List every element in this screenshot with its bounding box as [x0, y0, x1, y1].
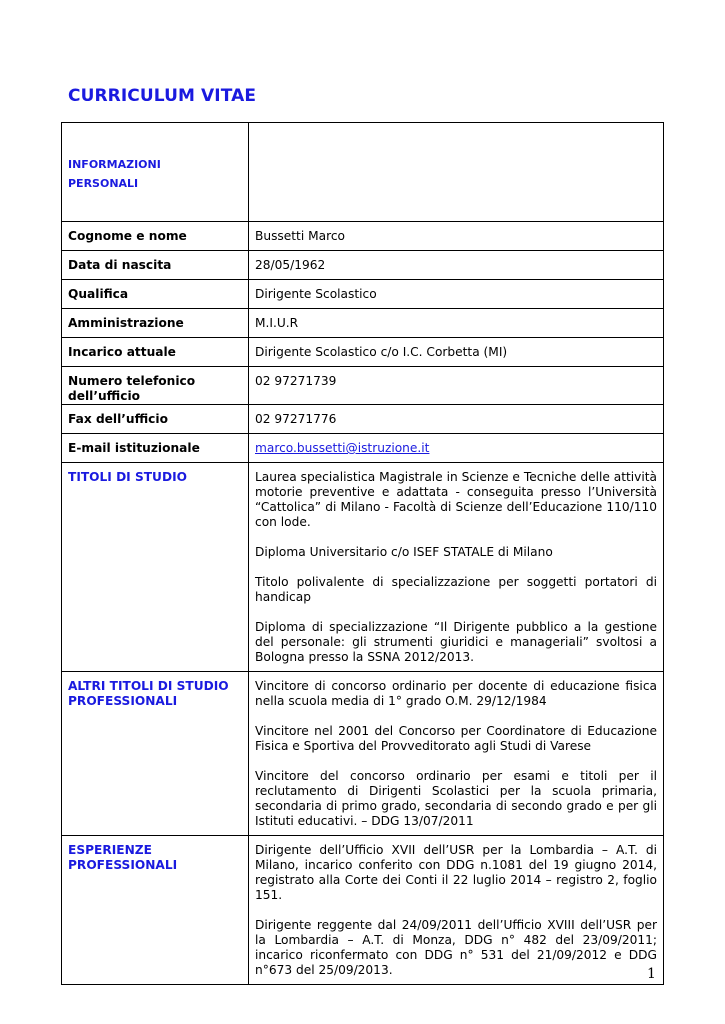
field-label: Cognome e nome [62, 222, 249, 251]
personal-info-header-row [62, 123, 664, 222]
section-row-education [62, 463, 664, 672]
field-label: Incarico attuale [62, 338, 249, 367]
section-title: TITOLI DI STUDIO [62, 463, 249, 672]
field-value: 02 97271739 [249, 367, 664, 405]
field-label: E-mail istituzionale [62, 434, 249, 463]
field-label: Fax dell’ufficio [62, 405, 249, 434]
field-row-current-role [62, 338, 664, 367]
personal-info-header-empty [249, 123, 664, 222]
section-content [249, 836, 664, 985]
section-paragraph: Titolo polivalente di specializzazione per soggetti portatori di handicap [255, 575, 657, 604]
section-row-experience [62, 836, 664, 985]
section-paragraph: Diploma Universitario c/o ISEF STATALE di Milano [255, 545, 553, 559]
field-label: Data di nascita [62, 251, 249, 280]
email-link[interactable]: marco.bussetti@istruzione.it [255, 441, 430, 455]
field-row-phone [62, 367, 664, 405]
personal-info-header-line2: PERSONALI [68, 177, 139, 190]
field-value [249, 434, 664, 463]
section-paragraph: Vincitore nel 2001 del Concorso per Coordinatore di Educazione Fisica e Sportiva del Provveditorato agli Studi di Varese [255, 724, 657, 753]
field-label: Amministrazione [62, 309, 249, 338]
section-title: ALTRI TITOLI DI STUDIO PROFESSIONALI [62, 672, 249, 836]
section-paragraph: Laurea specialistica Magistrale in Scienze e Tecniche delle attività motorie preventive e adattata - conseguita presso l’Università “Cattolica” di Milano - Facoltà di Scienze dell’Educazione 110/110 con lode. [255, 470, 657, 529]
field-value: 02 97271776 [249, 405, 664, 434]
section-title: ESPERIENZE PROFESSIONALI [62, 836, 249, 985]
field-label: Numero telefonico dell’ufficio [62, 367, 249, 405]
field-value: 28/05/1962 [249, 251, 664, 280]
field-value: Dirigente Scolastico c/o I.C. Corbetta (MI) [249, 338, 664, 367]
field-row-email [62, 434, 664, 463]
section-paragraph: Dirigente dell’Ufficio XVII dell’USR per la Lombardia – A.T. di Milano, incarico conferito con DDG n.1081 del 19 giugno 2014, registrato alla Corte dei Conti il 22 luglio 2014 – registro 2, foglio 151. [255, 843, 657, 902]
section-paragraph: Dirigente reggente dal 24/09/2011 dell’Ufficio XVIII dell’USR per la Lombardia – A.T. di Monza, DDG n° 482 del 23/09/2011; incarico riconfermato con DDG n° 531 del 21/09/2012 e DDG n°673 del 25/09/2013. [255, 918, 657, 977]
document-title: CURRICULUM VITAE [68, 86, 257, 106]
personal-info-header-line1: INFORMAZIONI [68, 158, 161, 171]
personal-info-header [62, 123, 249, 222]
field-value: Dirigente Scolastico [249, 280, 664, 309]
section-paragraph: Diploma di specializzazione “Il Dirigente pubblico a la gestione del personale: gli strumenti giuridici e manageriali” svoltosi a Bologna presso la SSNA 2012/2013. [255, 620, 657, 664]
field-value: M.I.U.R [249, 309, 664, 338]
section-paragraph: Vincitore del concorso ordinario per esami e titoli per il reclutamento di Dirigenti Scolastici per la scuola primaria, secondaria di primo grado, secondaria di secondo grado e per gli Istituti educativi. – DDG 13/07/2011 [255, 769, 657, 828]
field-row-birthdate [62, 251, 664, 280]
section-row-other-titles [62, 672, 664, 836]
field-label: Qualifica [62, 280, 249, 309]
cv-table [61, 122, 664, 985]
field-row-fax [62, 405, 664, 434]
page-number: 1 [647, 966, 656, 982]
field-row-administration [62, 309, 664, 338]
section-paragraph: Vincitore di concorso ordinario per docente di educazione fisica nella scuola media di 1° grado O.M. 29/12/1984 [255, 679, 657, 708]
field-row-qualification [62, 280, 664, 309]
section-content [249, 672, 664, 836]
field-value: Bussetti Marco [249, 222, 664, 251]
field-row-name [62, 222, 664, 251]
section-content [249, 463, 664, 672]
